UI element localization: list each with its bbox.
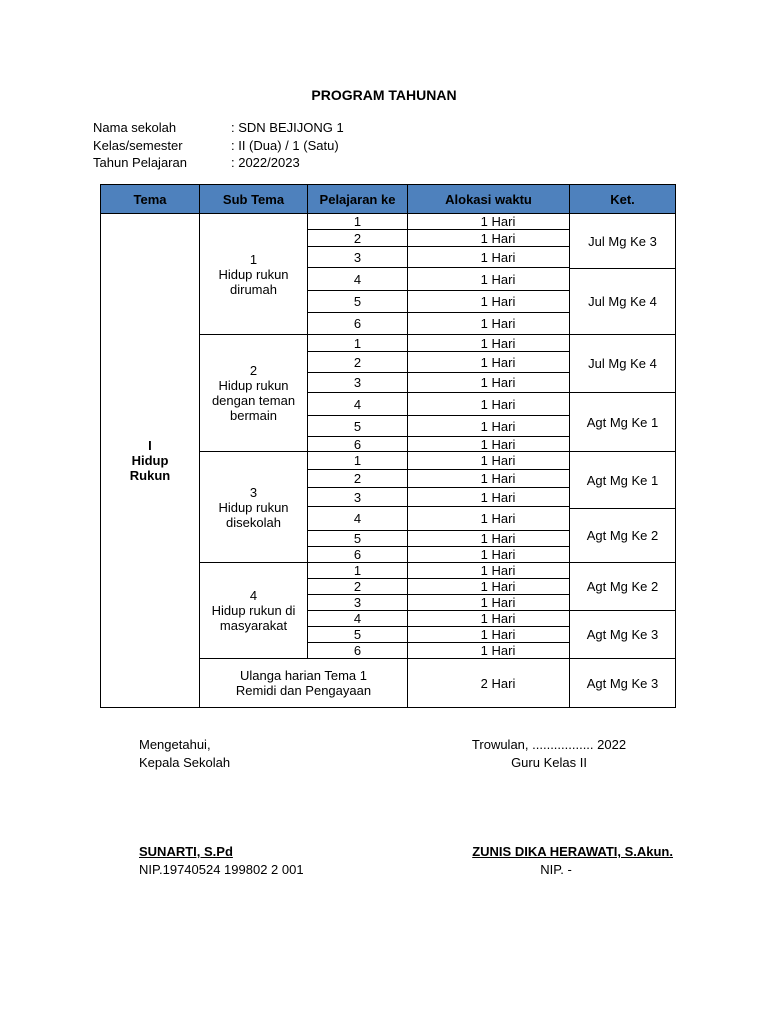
info-value: : 2022/2023 xyxy=(231,155,300,170)
subtema-cell xyxy=(199,451,308,563)
lesson-time-text: 1 Hari xyxy=(480,531,516,546)
lesson-number-text: 1 xyxy=(353,563,362,578)
ket-cell-text: Jul Mg Ke 4 xyxy=(588,356,657,371)
lesson-number xyxy=(307,642,408,659)
lesson-time xyxy=(407,594,589,611)
lesson-time-text: 1 Hari xyxy=(480,249,516,265)
lesson-time xyxy=(407,351,589,373)
lesson-number xyxy=(307,469,408,488)
lesson-time xyxy=(407,546,589,563)
lesson-time xyxy=(407,610,589,627)
lesson-time xyxy=(407,562,589,579)
lesson-time-text: 1 Hari xyxy=(480,271,516,287)
subtema-cell xyxy=(199,334,308,452)
ket-cell-text: Agt Mg Ke 3 xyxy=(586,627,659,642)
lesson-time xyxy=(407,229,589,247)
subtema-cell xyxy=(199,562,308,659)
lesson-number-text: 5 xyxy=(353,531,362,546)
lesson-number xyxy=(307,610,408,627)
lesson-number xyxy=(307,392,408,416)
lesson-time-text: 1 Hari xyxy=(480,396,516,412)
ket-cell xyxy=(569,268,676,335)
lesson-number-text: 4 xyxy=(353,271,362,287)
lesson-time xyxy=(407,312,589,335)
lesson-number xyxy=(307,578,408,595)
lesson-number xyxy=(307,530,408,547)
lesson-time xyxy=(407,487,589,507)
lesson-number xyxy=(307,506,408,531)
ulangan-time-text: 2 Hari xyxy=(480,675,516,691)
tema-cell xyxy=(100,213,200,708)
lesson-number-text: 4 xyxy=(353,611,362,626)
lesson-time-text: 1 Hari xyxy=(480,453,516,468)
subtema-cell-text: 2 Hidup rukun dengan teman bermain xyxy=(211,363,296,423)
teacher-name: ZUNIS DIKA HERAWATI, S.Akun. xyxy=(472,844,673,859)
ket-cell-text: Agt Mg Ke 1 xyxy=(586,414,659,430)
lesson-number-text: 1 xyxy=(353,453,362,468)
lesson-time-text: 1 Hari xyxy=(480,316,516,331)
lesson-number-text: 6 xyxy=(353,547,362,562)
lesson-time-text: 1 Hari xyxy=(480,354,516,370)
info-label: Kelas/semester xyxy=(93,137,183,153)
lesson-number xyxy=(307,594,408,611)
lesson-time-text: 1 Hari xyxy=(480,418,516,434)
lesson-number xyxy=(307,312,408,335)
info-label: Nama sekolah xyxy=(93,120,177,135)
ket-cell xyxy=(569,508,676,563)
lesson-number xyxy=(307,246,408,268)
lesson-number xyxy=(307,562,408,579)
lesson-number-text: 1 xyxy=(353,214,362,229)
subtema-cell-text: 4 Hidup rukun di masyarakat xyxy=(211,588,296,633)
ket-cell-text: Agt Mg Ke 2 xyxy=(586,579,659,594)
header-pelajaran xyxy=(307,184,408,214)
lesson-time-text: 1 Hari xyxy=(480,511,516,526)
lesson-time xyxy=(407,436,589,452)
left-signature-header xyxy=(139,736,230,772)
program-table xyxy=(100,184,675,707)
lesson-time-text: 1 Hari xyxy=(480,595,516,610)
lesson-number-text: 4 xyxy=(353,511,362,526)
lesson-number xyxy=(307,436,408,452)
lesson-time-text: 1 Hari xyxy=(480,436,516,452)
ket-cell xyxy=(569,213,676,269)
lesson-number-text: 3 xyxy=(353,489,362,505)
lesson-time-text: 1 Hari xyxy=(480,230,516,246)
lesson-time-text: 1 Hari xyxy=(480,547,516,562)
lesson-time xyxy=(407,213,589,230)
lesson-number-text: 6 xyxy=(353,436,362,452)
ulangan-ket xyxy=(569,658,676,708)
ket-cell-text: Agt Mg Ke 1 xyxy=(586,472,659,488)
lesson-time xyxy=(407,451,589,470)
header-sub-tema xyxy=(199,184,308,214)
lesson-time xyxy=(407,415,589,437)
lesson-number-text: 6 xyxy=(353,643,362,658)
lesson-number-text: 2 xyxy=(353,471,362,486)
lesson-time xyxy=(407,469,589,488)
lesson-number-text: 5 xyxy=(353,294,362,309)
ket-cell-text: Jul Mg Ke 3 xyxy=(588,233,657,249)
lesson-time xyxy=(407,290,589,313)
lesson-number xyxy=(307,372,408,393)
lesson-time-text: 1 Hari xyxy=(480,214,516,229)
subtema-cell-text: 1 Hidup rukun dirumah xyxy=(218,251,289,297)
lesson-number xyxy=(307,213,408,230)
lesson-time-text: 1 Hari xyxy=(480,375,516,390)
lesson-number-text: 2 xyxy=(353,230,362,246)
ulangan-label xyxy=(199,658,408,708)
right-signature-header xyxy=(440,736,658,772)
lesson-number xyxy=(307,451,408,470)
info-label: Tahun Pelajaran xyxy=(93,155,187,170)
lesson-number-text: 4 xyxy=(353,396,362,412)
header-ket xyxy=(569,184,676,214)
header-pelajaran-text: Pelajaran ke xyxy=(319,191,396,207)
info-row-school xyxy=(93,119,344,137)
ket-cell-text: Agt Mg Ke 2 xyxy=(586,528,659,543)
ket-cell xyxy=(569,334,676,393)
teacher-nip: NIP. - xyxy=(540,862,572,877)
lesson-time xyxy=(407,372,589,393)
info-value: : SDN BEJIJONG 1 xyxy=(231,120,344,135)
lesson-number xyxy=(307,626,408,643)
lesson-time-text: 1 Hari xyxy=(480,563,516,578)
school-info xyxy=(93,119,344,172)
lesson-number xyxy=(307,487,408,507)
lesson-time xyxy=(407,267,589,291)
ket-cell xyxy=(569,451,676,509)
header-ket-text: Ket. xyxy=(610,191,635,207)
lesson-number-text: 2 xyxy=(353,579,362,594)
lesson-time xyxy=(407,578,589,595)
ulangan-time xyxy=(407,658,589,708)
lesson-time-text: 1 Hari xyxy=(480,335,516,351)
header-sub-tema-text: Sub Tema xyxy=(222,191,285,207)
lesson-time-text: 1 Hari xyxy=(480,643,516,658)
lesson-time xyxy=(407,642,589,659)
subtema-cell xyxy=(199,213,308,335)
lesson-number xyxy=(307,334,408,352)
info-row-year xyxy=(93,154,344,172)
lesson-time xyxy=(407,506,589,531)
ulangan-ket-text: Agt Mg Ke 3 xyxy=(586,675,659,691)
lesson-number-text: 3 xyxy=(353,249,362,265)
info-row-class xyxy=(93,137,344,155)
teacher-title: Guru Kelas II xyxy=(511,755,587,770)
ket-cell xyxy=(569,610,676,659)
page-title: PROGRAM TAHUNAN xyxy=(311,87,457,103)
lesson-number xyxy=(307,229,408,247)
lesson-time-text: 1 Hari xyxy=(480,489,516,505)
acknowledged-label: Mengetahui, xyxy=(139,737,211,752)
lesson-time xyxy=(407,392,589,416)
lesson-number-text: 5 xyxy=(353,627,362,642)
lesson-time-text: 1 Hari xyxy=(480,471,516,486)
lesson-time-text: 1 Hari xyxy=(480,579,516,594)
ket-cell xyxy=(569,392,676,452)
lesson-number-text: 3 xyxy=(353,595,362,610)
lesson-number xyxy=(307,290,408,313)
lesson-number-text: 1 xyxy=(353,335,362,351)
lesson-number xyxy=(307,415,408,437)
lesson-time xyxy=(407,246,589,268)
lesson-time-text: 1 Hari xyxy=(480,627,516,642)
header-tema xyxy=(100,184,200,214)
subtema-cell-text: 3 Hidup rukun disekolah xyxy=(218,484,289,530)
lesson-number xyxy=(307,546,408,563)
principal-title: Kepala Sekolah xyxy=(139,755,231,770)
lesson-time xyxy=(407,334,589,352)
lesson-time xyxy=(407,626,589,643)
ulangan-label-text: Ulanga harian Tema 1 Remidi dan Pengayaan xyxy=(235,668,372,698)
lesson-time-text: 1 Hari xyxy=(480,611,516,626)
ket-cell xyxy=(569,562,676,611)
ket-cell-text: Jul Mg Ke 4 xyxy=(588,294,657,309)
lesson-number-text: 2 xyxy=(353,354,362,370)
lesson-number-text: 5 xyxy=(353,418,362,434)
header-tema-text: Tema xyxy=(133,191,167,207)
tema-cell-text: I Hidup Rukun xyxy=(129,438,171,483)
lesson-time xyxy=(407,530,589,547)
lesson-number xyxy=(307,351,408,373)
lesson-time-text: 1 Hari xyxy=(480,294,516,309)
header-alokasi xyxy=(407,184,570,214)
header-alokasi-text: Alokasi waktu xyxy=(445,191,532,207)
info-value: : II (Dua) / 1 (Satu) xyxy=(231,137,339,153)
principal-name: SUNARTI, S.Pd xyxy=(139,844,233,859)
place-date: Trowulan, ................. 2022 xyxy=(471,737,627,752)
principal-nip: NIP.19740524 199802 2 001 xyxy=(139,862,304,877)
lesson-number-text: 6 xyxy=(353,316,362,331)
lesson-number-text: 3 xyxy=(353,375,362,390)
lesson-number xyxy=(307,267,408,291)
